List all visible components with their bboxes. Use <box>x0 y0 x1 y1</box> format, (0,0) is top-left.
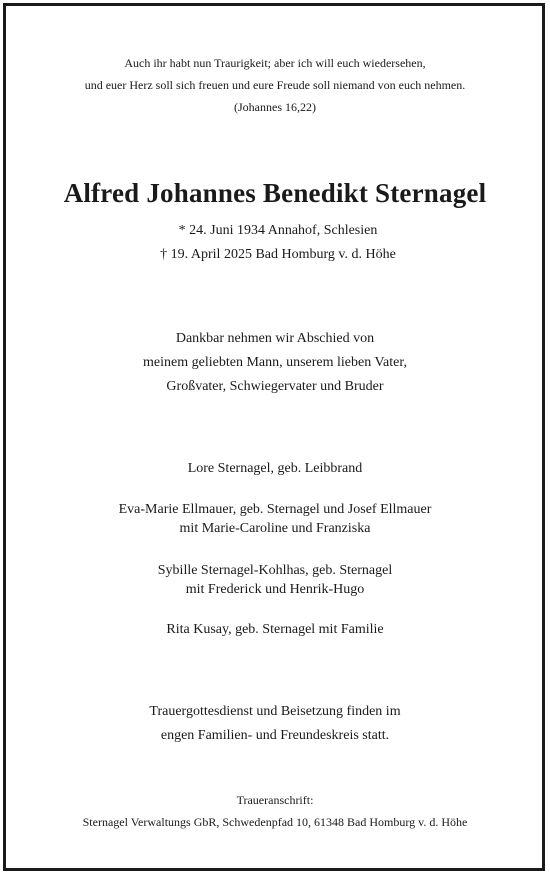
life-dates <box>0 219 550 267</box>
farewell-line-1: Dankbar nehmen wir Abschied von <box>175 331 375 346</box>
funeral-service-note <box>0 700 550 748</box>
mourning-address <box>0 789 550 833</box>
address-value: Sternagel Verwaltungs GbR, Schwedenpfad 10, 61348 Bad Homburg v. d. Höhe <box>82 815 468 829</box>
mourner-name: Rita Kusay, geb. Sternagel mit Familie <box>166 622 384 637</box>
mourner-name: Eva-Marie Ellmauer, geb. Sternagel und Josef Ellmauer <box>118 502 432 517</box>
mourner-children: mit Frederick und Henrik-Hugo <box>185 582 365 597</box>
mourner-name: Lore Sternagel, geb. Leibbrand <box>187 461 363 476</box>
farewell-line-2: meinem geliebten Mann, unserem lieben Vater, <box>143 355 407 370</box>
farewell-line-3: Großvater, Schwiegervater und Bruder <box>166 379 384 394</box>
deceased-name: Alfred Johannes Benedikt Sternagel <box>63 178 487 208</box>
verse-line-2: und euer Herz soll sich freuen und eure Freude soll niemand von euch nehmen. <box>84 78 466 92</box>
birth-date: * 24. Juni 1934 Annahof, Schlesien <box>178 223 378 238</box>
mourner-name: Sybille Sternagel-Kohlhas, geb. Sternagel <box>157 563 393 578</box>
address-label: Traueranschrift: <box>236 793 314 807</box>
mourner-group-4 <box>0 620 550 639</box>
mourner-group-1 <box>0 459 550 478</box>
verse-source: (Johannes 16,22) <box>234 100 316 114</box>
bible-verse <box>0 52 550 118</box>
death-date: † 19. April 2025 Bad Homburg v. d. Höhe <box>160 247 396 262</box>
mourner-group-3 <box>0 561 550 599</box>
farewell-text <box>0 327 550 399</box>
service-line-1: Trauergottesdienst und Beisetzung finden im <box>149 704 401 719</box>
service-line-2: engen Familien- und Freundeskreis statt. <box>160 728 390 743</box>
mourner-children: mit Marie-Caroline und Franziska <box>179 521 371 536</box>
verse-line-1: Auch ihr habt nun Traurigkeit; aber ich will euch wiedersehen, <box>124 56 426 70</box>
mourner-group-2 <box>0 500 550 538</box>
